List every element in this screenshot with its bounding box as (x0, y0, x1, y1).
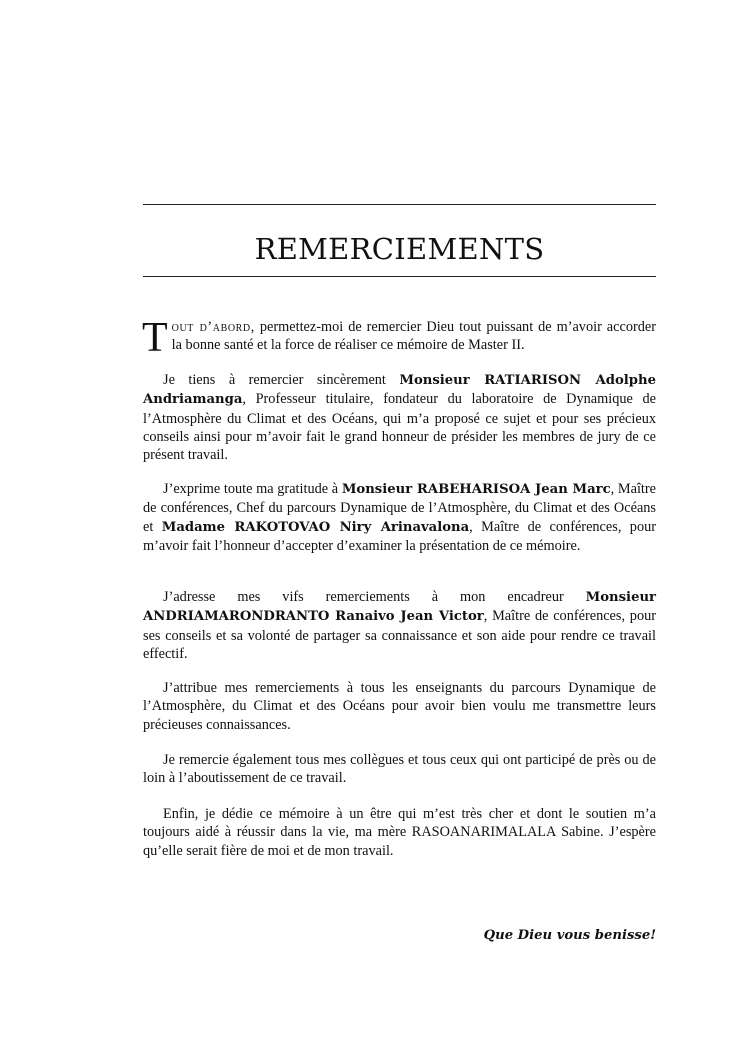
closing-blessing: Que Dieu vous benisse! (483, 928, 656, 943)
p2-text-1: J’exprime toute ma gratitude à (163, 481, 342, 497)
p1-name-bold: Monsieur RATIARISON Adolphe Andriamanga (143, 373, 656, 408)
paragraph-ratiarison (143, 371, 656, 464)
p1-text-2: , Professeur titulaire, fondateur du laboratoire de Dynamique de l’Atmosphère du Climat et des Océans, qui m’a proposé ce sujet et pour ses précieux conseils ainsi pour m’avoir fait le grand honneur de présider les membres de jury de ce présent travail. (143, 391, 656, 464)
document-page (143, 0, 656, 1053)
p5-text: Je remercie également tous mes collègues et tous ceux qui ont participé de près ou de loin à l’aboutissement de ce travail. (143, 752, 656, 787)
title-top-rule (143, 204, 656, 205)
intro-paragraph (142, 315, 656, 361)
p4-text: J’attribue mes remerciements à tous les enseignants du parcours Dynamique de l’Atmosphère, du Climat et des Océans pour avoir bien voulu me transmettre leurs précieuses connaissances. (143, 680, 656, 733)
p3-text-2: , Maître de conférences, pour ses conseils et sa volonté de partager sa connaissance et son aide pour rendre ce travail effectif. (143, 608, 657, 662)
intro-text: permettez-moi de remercier Dieu tout puissant de m’avoir accorder la bonne santé et la force de réaliser ce mémoire de Master II. (171, 319, 656, 354)
p6-text: Enfin, je dédie ce mémoire à un être qui m’est très cher et dont le soutien m’a toujours aidé à réussir dans la vie, ma mère RASOANARIMALALA Sabine. J’espère qu’elle serait fière de moi et de mon travail. (143, 806, 656, 859)
page-title: REMERCIEMENTS (254, 232, 545, 267)
p2-name-bold-2: Madame RAKOTOVAO Niry Arinavalona (161, 519, 470, 535)
title-bottom-rule (143, 276, 656, 277)
p3-name-bold: Monsieur ANDRIAMARONDRANTO Ranaivo Jean Victor (143, 590, 656, 625)
p1-text-1: Je tiens à remercier sincèrement (163, 372, 400, 388)
p2-name-bold-1: Monsieur RABEHARISOA Jean Marc (341, 482, 611, 497)
paragraph-dedicace (143, 805, 656, 860)
intro-smallcaps: out d’abord, (171, 319, 255, 335)
dropcap-letter: T (142, 315, 168, 361)
p2-text-2: , Maître de conférences, Chef du parcours Dynamique de l’Atmosphère, du Climat et des Océans et (143, 481, 656, 535)
paragraph-encadreur (143, 588, 656, 663)
paragraph-jury (143, 480, 656, 555)
p3-text-1: J’adresse mes vifs remerciements à mon encadreur (163, 589, 586, 605)
paragraph-enseignants (143, 679, 656, 734)
p2-text-3: , Maître de conférences, pour m’avoir fait l’honneur d’accepter d’examiner la présentation de ce mémoire. (143, 518, 656, 554)
paragraph-collegues (143, 751, 656, 788)
